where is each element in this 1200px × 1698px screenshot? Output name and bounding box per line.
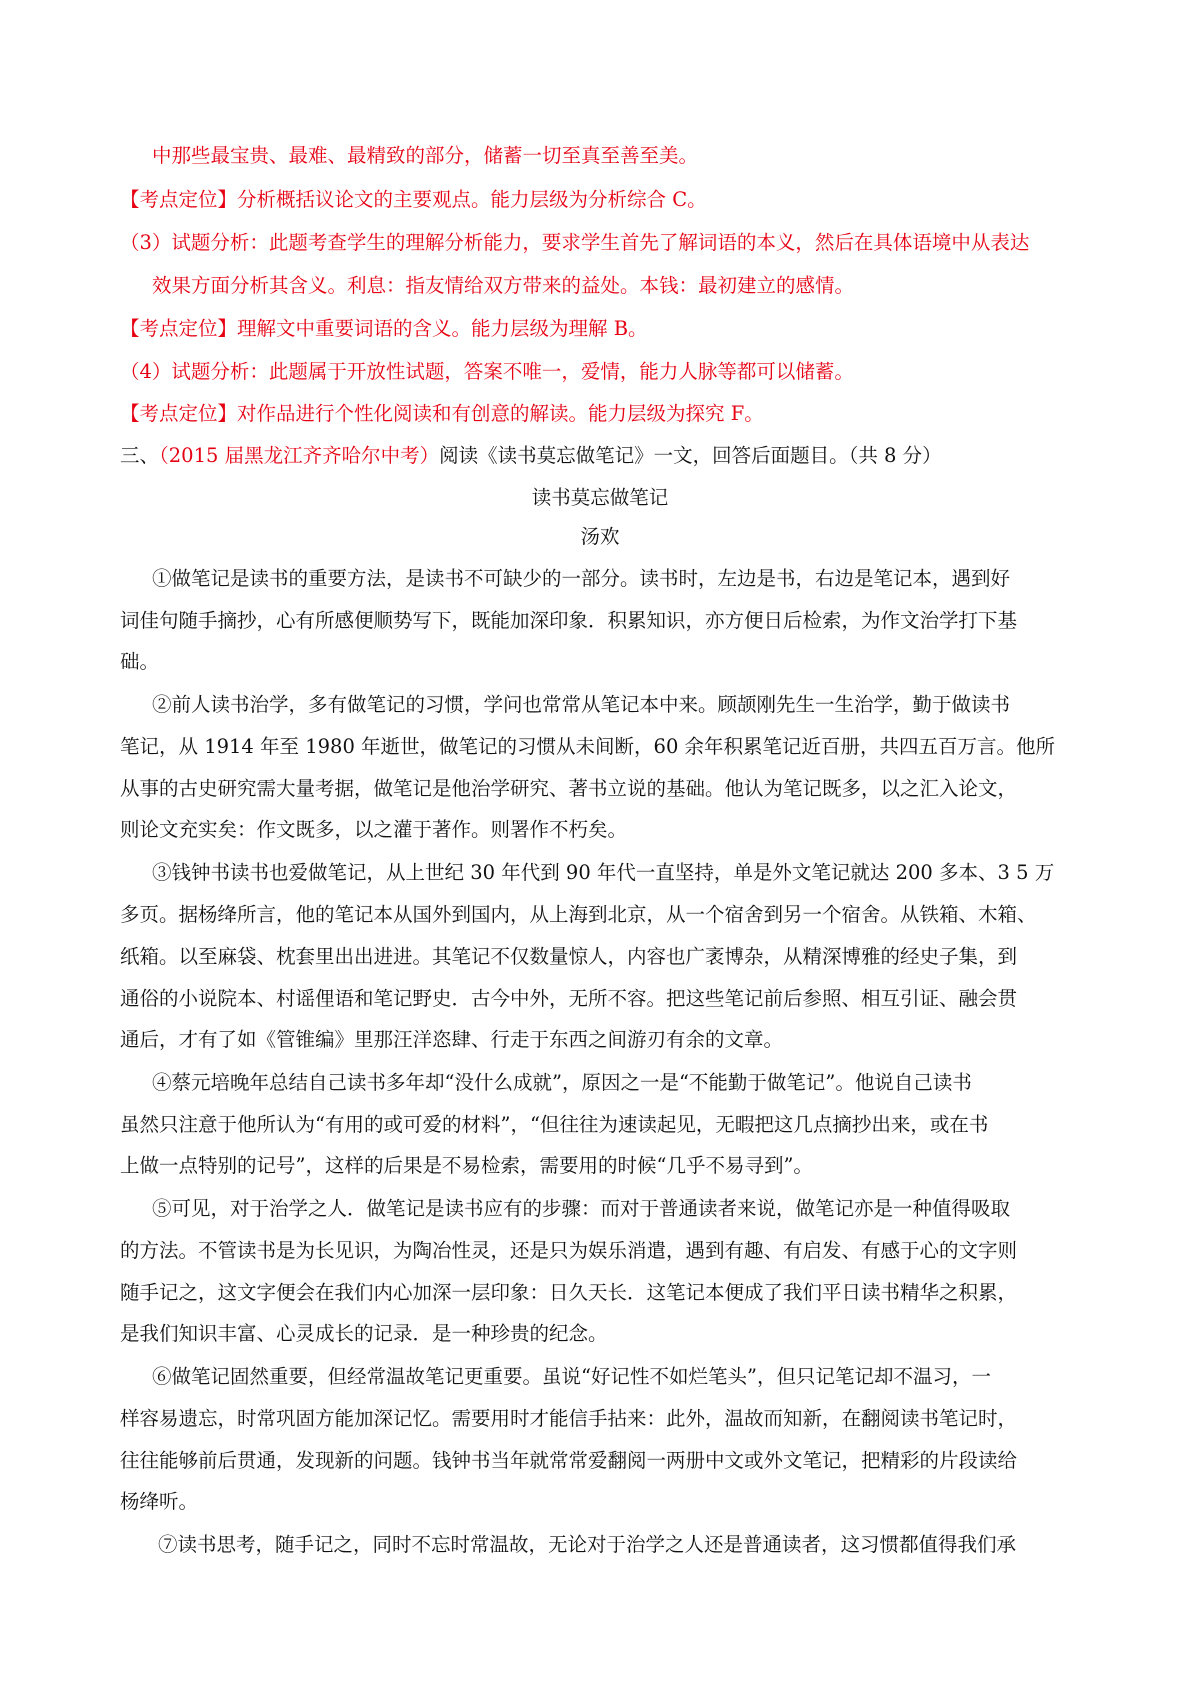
article-line: 笔记，从 1914 年至 1980 年逝世，做笔记的习惯从未间断，60 余年积累笔记近百册，共四五百万言。他所 [120, 735, 1056, 758]
article-line: 则论文充实矣：作文既多，以之灌于著作。则署作不朽矣。 [120, 818, 628, 841]
article-line: 杨绛听。 [120, 1490, 199, 1513]
article-line: 通俗的小说院本、村谣俚语和笔记野史．古今中外，无所不容。把这些笔记前后参照、相互引证、融会贯 [120, 987, 1018, 1010]
article-line: 从事的古史研究需大量考据，做笔记是他治学研究、著书立说的基础。他认为笔记既多，以之汇入论文， [120, 777, 1018, 800]
analysis-line-6: （4）试题分析：此题属于开放性试题，答案不唯一，爱情，能力人脉等都可以储蓄。 [120, 360, 854, 383]
article-title: 读书莫忘做笔记 [531, 486, 669, 509]
analysis-line-2: 【考点定位】分析概括议论文的主要观点。能力层级为分析综合 C。 [120, 188, 707, 211]
article-author: 汤欢 [580, 525, 620, 548]
article-line: ①做笔记是读书的重要方法，是读书不可缺少的一部分。读书时，左边是书，右边是笔记本，遇到好 [152, 567, 1011, 590]
article-line: 上做一点特别的记号”，这样的后果是不易检索，需要用的时候“几乎不易寻到”。 [120, 1154, 813, 1177]
article-line: ⑤可见，对于治学之人．做笔记是读书应有的步骤：而对于普通读者来说，做笔记亦是一种值得吸取 [152, 1197, 1011, 1220]
article-line: 多页。据杨绛所言，他的笔记本从国外到国内，从上海到北京，从一个宿舍到另一个宿舍。从铁箱、木箱、 [120, 903, 1037, 926]
question-prefix: 三、 [120, 444, 160, 467]
analysis-line-5: 【考点定位】理解文中重要词语的含义。能力层级为理解 B。 [120, 317, 648, 340]
article-line: 通后，才有了如《管锥编》里那汪洋恣肆、行走于东西之间游刃有余的文章。 [120, 1028, 784, 1051]
analysis-line-7: 【考点定位】对作品进行个性化阅读和有创意的解读。能力层级为探究 F。 [120, 402, 764, 425]
article-line: ⑥做笔记固然重要，但经常温故笔记更重要。虽说“好记性不如烂笔头”，但只记笔记却不温习，一 [152, 1365, 991, 1388]
article-line: 是我们知识丰富、心灵成长的记录．是一种珍贵的纪念。 [120, 1322, 608, 1345]
analysis-line-3: （3）试题分析：此题考查学生的理解分析能力，要求学生首先了解词语的本义，然后在具体语境中从表达 [120, 231, 1030, 254]
article-line: ③钱钟书读书也爱做笔记，从上世纪 30 年代到 90 年代一直坚持，单是外文笔记就达 200 多本、3 5 万 [152, 861, 1055, 884]
article-line: ④蔡元培晚年总结自己读书多年却“没什么成就”，原因之一是“不能勤于做笔记”。他说自己读书 [152, 1071, 972, 1094]
question-text: 阅读《读书莫忘做笔记》一文，回答后面题目。（共 8 分） [439, 444, 942, 467]
article-line: 虽然只注意于他所认为“有用的或可爱的材料”，“但往往为速读起见，无暇把这几点摘抄出来，或在书 [120, 1113, 989, 1136]
article-line: 往往能够前后贯通，发现新的问题。钱钟书当年就常常爱翻阅一两册中文或外文笔记，把精彩的片段读给 [120, 1449, 1018, 1472]
article-line: 础。 [120, 650, 160, 673]
article-line: 的方法。不管读书是为长见识，为陶冶性灵，还是只为娱乐消遣，遇到有趣、有启发、有感于心的文字则 [120, 1239, 1018, 1262]
analysis-line-1: 中那些最宝贵、最难、最精致的部分，储蓄一切至真至善至美。 [152, 144, 699, 167]
article-line: ⑦读书思考，随手记之，同时不忘时常温故，无论对于治学之人还是普通读者，这习惯都值得我们承 [158, 1533, 1017, 1556]
article-line: 词佳句随手摘抄，心有所感便顺势写下，既能加深印象．积累知识，亦方便日后检索，为作文治学打下基 [120, 609, 1018, 632]
article-line: 样容易遗忘，时常巩固方能加深记忆。需要用时才能信手拈来：此外，温故而知新，在翻阅读书笔记时， [120, 1407, 1018, 1430]
article-line: ②前人读书治学，多有做笔记的习惯，学问也常常从笔记本中来。顾颉刚先生一生治学，勤于做读书 [152, 693, 1011, 716]
article-line: 随手记之，这文字便会在我们内心加深一层印象：日久天长．这笔记本便成了我们平日读书精华之积累， [120, 1281, 1018, 1304]
analysis-line-4: 效果方面分析其含义。利息：指友情给双方带来的益处。本钱：最初建立的感情。 [152, 274, 855, 297]
question-heading [120, 442, 942, 470]
article-line: 纸箱。以至麻袋、枕套里出出进进。其笔记不仅数量惊人，内容也广袤博杂，从精深博雅的经史子集，到 [120, 945, 1018, 968]
question-source: （2015 届黑龙江齐齐哈尔中考） [159, 444, 440, 467]
